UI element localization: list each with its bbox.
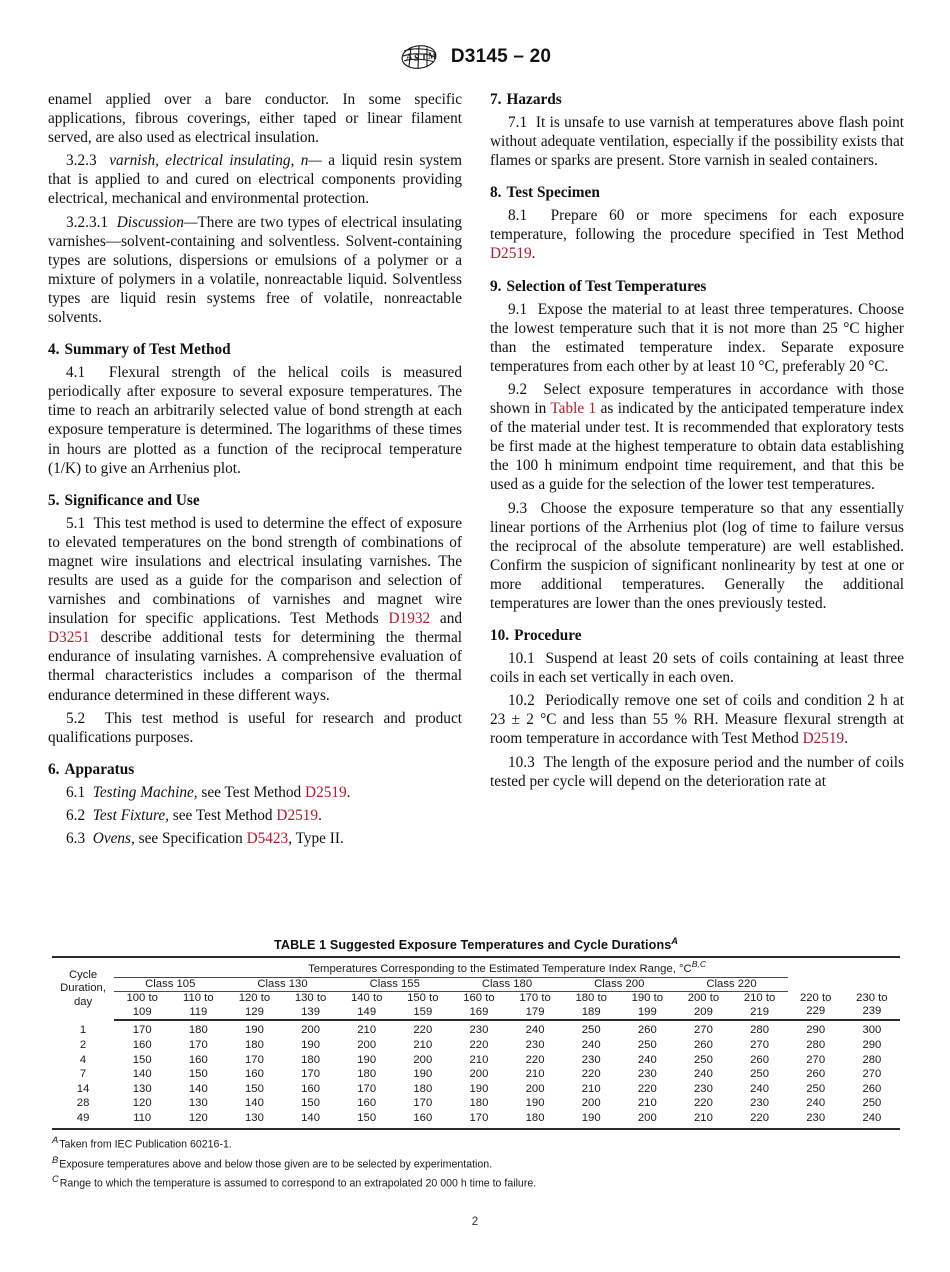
cell-temperature: 150 — [245, 1082, 264, 1095]
section-heading-5 — [48, 491, 462, 510]
clause-8-1 — [490, 206, 904, 263]
cell-cycle-duration: 14 — [76, 1082, 90, 1095]
cell-temperature: 170 — [413, 1097, 433, 1110]
cell-temperature: 170 — [301, 1068, 320, 1081]
cell-temperature: 220 — [525, 1053, 545, 1066]
cell-temperature: 170 — [451, 1111, 507, 1130]
clause-text-part-2: . — [844, 730, 849, 748]
section-number: 8. — [490, 184, 502, 202]
clause-text-part-3: describe additional tests for determining the thermal endurance of insulating varnishes. A comprehensive evaluation of thermal characteristics includes a comparison of the thermal endurance determined in these different ways. — [48, 629, 462, 704]
cell-temperature: 150 — [132, 1053, 152, 1066]
apparatus-list — [48, 783, 462, 848]
clause-number: 9.1 — [508, 300, 528, 318]
class-group-header: Class 155 — [339, 977, 451, 992]
clause-number: 6.2 — [66, 806, 86, 824]
range-column-header — [732, 992, 788, 1021]
cell-temperature: 190 — [563, 1111, 619, 1130]
range-header-line-2: 119 — [189, 1005, 208, 1018]
cell-cycle-duration: 7 — [79, 1068, 87, 1081]
clause-number: 5.1 — [66, 514, 86, 532]
section-title: Procedure — [514, 627, 582, 645]
cell-temperature: 200 — [619, 1111, 675, 1130]
clause-text-part-1: This test method is used to determine the effect of exposure to elevated temperatures on the bond strength of combinations of magnet wire insulations and electrical insulating varnishes. The results are used as a guide for the comparison and selection of varnishes and combinations of varnishes and magnet wire insulation for specific applications. Test Methods — [48, 514, 462, 628]
stub-header-cycle-duration — [52, 957, 114, 1020]
cell-temperature: 170 — [357, 1082, 377, 1095]
cell-temperature: 190 — [413, 1068, 433, 1081]
standard-reference-d3251[interactable]: D3251 — [48, 629, 90, 647]
document-designation: D3145 – 20 — [450, 46, 552, 67]
cell-temperature: 240 — [806, 1097, 826, 1110]
section-heading-9 — [490, 277, 904, 296]
cell-temperature: 210 — [525, 1068, 545, 1081]
clause-6-3 — [48, 829, 462, 848]
standard-reference-d2519[interactable]: D2519 — [802, 730, 845, 748]
cell-temperature: 140 — [245, 1097, 264, 1110]
clause-6-1 — [48, 783, 462, 802]
cell-temperature: 110 — [114, 1111, 170, 1130]
section-heading-7 — [490, 90, 904, 109]
range-header-line-1: 160 to — [463, 992, 495, 1005]
clause-text-part-1: Prepare 60 or more specimens for each exposure temperature, following the procedure specified in Test Method — [490, 207, 904, 244]
table-row — [52, 1111, 900, 1130]
clause-number: 9.3 — [508, 499, 528, 517]
footnote-mark: C — [52, 1172, 59, 1184]
clause-text-part-2: . — [531, 245, 536, 263]
range-header-line-1: 190 to — [631, 992, 664, 1005]
table-footnote — [52, 1153, 900, 1172]
defined-term: varnish, electrical insulating, n— — [109, 152, 322, 170]
cell-temperature: 150 — [188, 1068, 208, 1081]
clause-text: Suspend at least 20 sets of coils containing at least three coils in each set vertically in each oven. — [490, 650, 904, 687]
cell-temperature: 300 — [862, 1024, 882, 1037]
range-header-line-2: 199 — [637, 1005, 657, 1018]
cell-temperature: 130 — [132, 1082, 152, 1095]
cell-temperature: 210 — [357, 1024, 377, 1037]
table-head — [52, 957, 900, 1020]
class-group-header: Class 130 — [226, 977, 338, 992]
range-column-header — [451, 992, 507, 1021]
standard-reference-d2519[interactable]: D2519 — [490, 245, 532, 263]
cell-temperature: 270 — [862, 1068, 882, 1081]
clause-text: a liquid resin system that is applied to and cured on electrical components providing electrical, mechanical and environmental protection. — [48, 152, 462, 208]
range-column-header — [788, 992, 844, 1021]
range-column-header — [170, 992, 226, 1021]
range-column-header — [283, 992, 339, 1021]
cell-temperature: 180 — [188, 1024, 208, 1037]
range-header-line-1: 140 to — [350, 992, 383, 1005]
range-header-line-2: 239 — [862, 1005, 882, 1018]
clause-number: 3.2.3 — [66, 152, 97, 170]
cell-temperature: 200 — [301, 1024, 320, 1037]
cell-cycle-duration: 2 — [79, 1038, 87, 1051]
cell-temperature: 150 — [301, 1097, 320, 1110]
range-column-header — [844, 992, 900, 1021]
table-footnote — [52, 1133, 900, 1152]
range-column-header — [114, 992, 170, 1021]
clause-9-1 — [490, 300, 904, 376]
cell-temperature: 240 — [637, 1053, 657, 1066]
cell-temperature: 280 — [750, 1024, 769, 1037]
cell-temperature: 200 — [357, 1038, 377, 1051]
cell-temperature: 250 — [637, 1038, 657, 1051]
cell-temperature: 240 — [581, 1038, 601, 1051]
group-header-footnote-marks: B,C — [691, 959, 707, 970]
cell-temperature: 200 — [525, 1082, 545, 1095]
group-header-text: Temperatures Corresponding to the Estimated Temperature Index Range, °C — [308, 962, 692, 975]
clause-number: 4.1 — [66, 364, 86, 382]
section-title: Apparatus — [64, 760, 135, 778]
cell-temperature: 160 — [245, 1068, 264, 1081]
group-header-temperature-range — [114, 957, 900, 977]
clause-5-1 — [48, 514, 462, 705]
clause-7-1 — [490, 113, 904, 170]
range-header-line-2: 129 — [245, 1005, 264, 1018]
cell-temperature: 140 — [283, 1111, 339, 1130]
clause-number: 5.2 — [66, 709, 86, 727]
range-header-line-2: 169 — [469, 1005, 489, 1018]
range-header-line-2: 229 — [806, 1005, 826, 1018]
cell-temperature: 240 — [694, 1068, 713, 1081]
range-header-line-1: 170 to — [519, 992, 551, 1005]
clause-text-part-1: Periodically remove one set of coils and condition 2 h at 23 ± 2 °C and less than 55 % RH. Measure flexural strength at room temperature in accordance with Test Method — [490, 692, 904, 748]
cell-temperature: 250 — [581, 1024, 601, 1037]
cell-temperature: 190 — [525, 1097, 545, 1110]
section-title: Summary of Test Method — [64, 341, 231, 359]
range-header-line-2: 109 — [132, 1005, 152, 1018]
range-header-line-1: 100 to — [126, 992, 158, 1005]
discussion-label: Discussion— — [116, 213, 198, 231]
section-heading-8 — [490, 183, 904, 202]
cell-temperature: 210 — [675, 1111, 731, 1130]
table-row — [52, 1067, 900, 1082]
standard-reference-d1932[interactable]: D1932 — [388, 610, 431, 628]
svg-text:S: S — [413, 53, 419, 63]
clause-text: Expose the material to at least three temperatures. Choose the lowest temperature such that it is not more than 25 °C higher than the estimated temperature index. Separate exposure temperatures from each other by at least 10 °C, preferably 20 °C. — [490, 300, 904, 375]
table-1-block — [52, 936, 900, 1191]
clause-text-end: , Type II. — [288, 830, 344, 847]
cell-temperature: 230 — [469, 1024, 489, 1037]
cell-temperature: 170 — [132, 1024, 152, 1037]
cell-temperature: 260 — [862, 1082, 882, 1095]
cell-temperature: 270 — [806, 1053, 826, 1066]
clause-text-part-2: and — [430, 610, 462, 628]
clause-number: 6.3 — [66, 830, 86, 847]
range-header-line-2: 189 — [581, 1005, 601, 1018]
table-footnotes — [52, 1133, 900, 1190]
clause-text: Choose the exposure temperature so that any essentially linear portions of the Arrhenius plot (log of time to failure versus the reciprocal of the absolute temperature) are well established. Confirm the suspicion of significant nonlinearity by test at one or more additional temperatures. Generally the additional temperatures are lower than the ones previously tested. — [490, 499, 905, 612]
section-number: 5. — [48, 491, 60, 509]
cell-temperature: 290 — [806, 1024, 826, 1037]
cell-temperature: 180 — [357, 1068, 377, 1081]
standard-reference-d2519[interactable]: D2519 — [276, 806, 319, 824]
cell-cycle-duration: 49 — [52, 1111, 114, 1130]
clause-3-2-3-1 — [48, 213, 462, 328]
section-number: 9. — [490, 277, 502, 295]
table-row — [52, 1020, 900, 1038]
clause-9-2 — [490, 380, 904, 495]
clause-number: 10.2 — [508, 692, 535, 710]
cell-temperature: 150 — [339, 1111, 395, 1130]
clause-number: 8.1 — [508, 207, 528, 225]
cell-temperature: 200 — [581, 1097, 601, 1110]
cell-temperature: 120 — [170, 1111, 226, 1130]
range-header-line-2: 209 — [694, 1005, 713, 1018]
footnote-text: Taken from IEC Publication 60216-1. — [59, 1139, 232, 1152]
cell-temperature: 240 — [844, 1111, 900, 1130]
range-header-line-1: 220 to — [799, 991, 832, 1004]
cell-temperature: 200 — [469, 1068, 489, 1081]
cell-temperature: 270 — [750, 1038, 769, 1051]
cell-temperature: 230 — [637, 1068, 657, 1081]
cell-cycle-duration: 1 — [79, 1023, 87, 1036]
cell-temperature: 140 — [188, 1082, 208, 1095]
clause-text-part-2: as indicated by the anticipated temperature index of the material under test. It is recommended that exploratory tests be first made at the highest temperature to obtain data establishing the 100 h minimum endpoint time requirement, and that this be used as a guide for the selection of the lower test temperatures. — [490, 400, 904, 494]
clause-text: It is unsafe to use varnish at temperatures above flash point without adequate ventilation, especially if the possibility exists that flames or sparks are present. Store varnish in sealed containers. — [490, 114, 904, 170]
cell-temperature: 180 — [245, 1038, 264, 1051]
table-row — [52, 1038, 900, 1053]
table-class-header-row — [52, 977, 900, 992]
cell-temperature: 210 — [637, 1097, 657, 1110]
cell-temperature: 250 — [806, 1082, 826, 1095]
range-header-line-1: 150 to — [407, 992, 439, 1005]
cell-temperature: 250 — [694, 1053, 713, 1066]
cell-temperature: 240 — [750, 1082, 769, 1095]
clause-3-2-3 — [48, 151, 462, 208]
stub-header-line-2: Duration, — [60, 982, 106, 995]
clause-number: 10.1 — [508, 650, 535, 668]
section-number: 10. — [490, 627, 510, 645]
section-heading-6 — [48, 760, 462, 779]
footnote-text: Range to which the temperature is assumed to correspond to an extrapolated 20 000 h time to failure. — [59, 1177, 537, 1190]
clause-6-2 — [48, 806, 462, 825]
cell-temperature: 160 — [132, 1038, 152, 1051]
cell-temperature: 190 — [245, 1024, 264, 1037]
table-row — [52, 1082, 900, 1097]
clause-text: Flexural strength of the helical coils is measured periodically after exposure to several exposure temperatures. The time to reach an arbitrarily selected value of bond strength at each exposure temperature is determined. The logarithms of these times in hours are plotted as a function of the reciprocal temperature (1/K) to give an Arrhenius plot. — [48, 364, 462, 477]
range-header-line-2: 179 — [525, 1005, 545, 1018]
table-row — [52, 1096, 900, 1111]
cell-temperature: 270 — [694, 1024, 713, 1037]
cell-temperature: 130 — [188, 1097, 208, 1110]
cell-temperature: 140 — [132, 1068, 152, 1081]
clause-number: 3.2.3.1 — [66, 213, 109, 231]
clause-text: This test method is useful for research and product qualifications purposes. — [48, 709, 462, 746]
section-title: Hazards — [506, 91, 562, 108]
cell-temperature: 160 — [395, 1111, 451, 1130]
clause-number: 9.2 — [508, 380, 528, 398]
clause-number: 7.1 — [508, 114, 528, 131]
footnote-mark: B — [52, 1153, 59, 1165]
section-number: 6. — [48, 760, 60, 778]
apparatus-term: Ovens, — [92, 830, 135, 847]
cell-temperature: 280 — [806, 1038, 826, 1051]
range-column-header — [339, 992, 395, 1021]
cell-temperature: 190 — [357, 1053, 377, 1066]
clause-text: see Test Method — [168, 806, 277, 824]
cell-cycle-duration: 28 — [76, 1097, 90, 1110]
range-header-line-1: 180 to — [575, 992, 607, 1005]
cell-temperature: 160 — [301, 1082, 320, 1095]
clause-text: see Test Method — [197, 783, 306, 801]
section-heading-10 — [490, 626, 904, 645]
clause-number: 6.1 — [66, 783, 86, 801]
range-column-header — [619, 992, 675, 1021]
section-heading-4 — [48, 340, 462, 359]
range-header-line-1: 230 to — [856, 991, 888, 1004]
clause-text: There are two types of electrical insulating varnishes—solvent-containing and solventless. Solvent-containing types are solutions, dispersions or emulsions of a polymer or a mixture of polymers in a volatile, nonreactable liquid. Solventless types are liquid resin systems free of volatile, nonreactable solvents. — [48, 213, 462, 327]
clause-9-3 — [490, 499, 904, 614]
cell-temperature: 260 — [750, 1053, 769, 1066]
cell-temperature: 230 — [750, 1097, 769, 1110]
cell-temperature: 230 — [694, 1082, 713, 1095]
cell-temperature: 210 — [469, 1053, 489, 1066]
range-header-line-1: 210 to — [743, 992, 776, 1005]
cell-temperature: 170 — [245, 1053, 264, 1066]
apparatus-term: Testing Machine, — [92, 783, 198, 801]
cell-temperature: 190 — [301, 1038, 320, 1051]
standard-reference-d5423[interactable]: D5423 — [246, 830, 289, 847]
class-group-header: Class 200 — [563, 977, 675, 992]
range-column-header — [395, 992, 451, 1021]
range-header-line-1: 120 to — [238, 992, 271, 1005]
cell-temperature: 120 — [132, 1097, 152, 1110]
clause-10-2 — [490, 691, 904, 748]
cell-cycle-duration: 4 — [79, 1053, 87, 1066]
astm-logo-icon — [399, 44, 439, 70]
cell-temperature: 220 — [637, 1082, 657, 1095]
table-1-reference[interactable]: Table 1 — [550, 400, 597, 418]
cell-temperature: 220 — [732, 1111, 788, 1130]
cell-temperature: 280 — [862, 1053, 882, 1066]
clause-text: see Specification — [134, 830, 247, 847]
cell-temperature: 220 — [413, 1024, 433, 1037]
section-title: Test Specimen — [506, 184, 600, 202]
clause-text-end: . — [318, 806, 322, 824]
svg-text:M: M — [427, 51, 437, 61]
cell-temperature: 180 — [507, 1111, 563, 1130]
cell-temperature: 210 — [581, 1082, 601, 1095]
exposure-temperature-table — [52, 956, 900, 1130]
cell-temperature: 220 — [694, 1097, 713, 1110]
table-range-header-row — [52, 992, 900, 1021]
range-column-header — [226, 992, 282, 1021]
range-column-header — [507, 992, 563, 1021]
clause-text-part-1: Select exposure temperatures in accordance with those shown in — [490, 380, 904, 418]
clause-5-2 — [48, 709, 462, 747]
table-caption-footnote-mark: A — [671, 936, 678, 946]
range-header-line-2: 149 — [357, 1005, 377, 1018]
clause-10-1 — [490, 649, 904, 687]
cell-temperature: 250 — [862, 1097, 882, 1110]
range-header-line-1: 130 to — [294, 992, 327, 1005]
svg-text:A: A — [405, 52, 413, 62]
cell-temperature: 180 — [413, 1082, 433, 1095]
svg-text:T: T — [420, 52, 427, 62]
cell-temperature: 230 — [788, 1111, 844, 1130]
class-group-header: Class 180 — [451, 977, 563, 992]
stub-header-line-1: Cycle — [68, 968, 98, 981]
range-header-line-1: 200 to — [687, 992, 720, 1005]
cell-temperature: 160 — [188, 1053, 208, 1066]
apparatus-term: Test Fixture, — [92, 806, 169, 824]
stub-header-line-3: day — [73, 996, 93, 1009]
continued-paragraph: enamel applied over a bare conductor. In some specific applications, fibrous coverings, either taped or linear filament served, are also used as electrical insulation. — [48, 91, 462, 147]
page-number: 2 — [471, 1216, 479, 1228]
standard-reference-d2519[interactable]: D2519 — [305, 783, 347, 801]
cell-temperature: 290 — [862, 1038, 882, 1051]
cell-temperature: 260 — [694, 1038, 713, 1051]
cell-temperature: 200 — [413, 1053, 433, 1066]
range-column-header — [675, 992, 731, 1021]
clause-text-end: . — [346, 783, 351, 801]
cell-temperature: 190 — [469, 1082, 489, 1095]
section-number: 7. — [490, 91, 502, 108]
range-header-line-2: 159 — [413, 1005, 433, 1018]
section-title: Significance and Use — [64, 491, 200, 509]
range-header-line-2: 139 — [301, 1005, 320, 1018]
cell-temperature: 240 — [525, 1024, 545, 1037]
right-column — [490, 90, 904, 791]
cell-temperature: 230 — [581, 1053, 601, 1066]
cell-temperature: 230 — [525, 1038, 545, 1051]
left-column — [48, 90, 462, 848]
range-header-line-2: 219 — [750, 1005, 769, 1018]
cell-temperature: 180 — [301, 1053, 320, 1066]
cell-temperature: 180 — [469, 1097, 489, 1110]
clause-text: The length of the exposure period and the number of coils tested per cycle will depend on the deterioration rate at — [490, 753, 905, 790]
footnote-mark: A — [52, 1134, 59, 1146]
cell-temperature: 260 — [806, 1068, 826, 1081]
cell-temperature: 130 — [226, 1111, 282, 1130]
table-caption — [52, 936, 900, 952]
clause-10-3 — [490, 753, 904, 791]
table-caption-text: TABLE 1 Suggested Exposure Temperatures and Cycle Durations — [274, 938, 672, 953]
footnote-text: Exposure temperatures above and below those given are to be selected by experimentation. — [59, 1158, 493, 1171]
cell-temperature: 220 — [581, 1068, 601, 1081]
range-header-line-1: 110 to — [183, 992, 214, 1005]
cell-temperature: 250 — [750, 1068, 769, 1081]
table-group-header-row — [52, 957, 900, 977]
cell-temperature: 220 — [469, 1038, 489, 1051]
clause-number: 10.3 — [508, 753, 535, 771]
section-number: 4. — [48, 341, 60, 359]
cell-temperature: 210 — [413, 1038, 433, 1051]
table-body — [52, 1020, 900, 1129]
page-header — [0, 44, 950, 70]
clause-4-1 — [48, 363, 462, 478]
cell-temperature: 260 — [637, 1024, 657, 1037]
section-title: Selection of Test Temperatures — [506, 277, 707, 295]
table-row — [52, 1053, 900, 1068]
class-group-header: Class 220 — [675, 977, 787, 992]
cell-temperature: 170 — [188, 1038, 208, 1051]
class-group-header: Class 105 — [114, 977, 226, 992]
table-footnote — [52, 1172, 900, 1191]
range-column-header — [563, 992, 619, 1021]
cell-temperature: 160 — [357, 1097, 377, 1110]
